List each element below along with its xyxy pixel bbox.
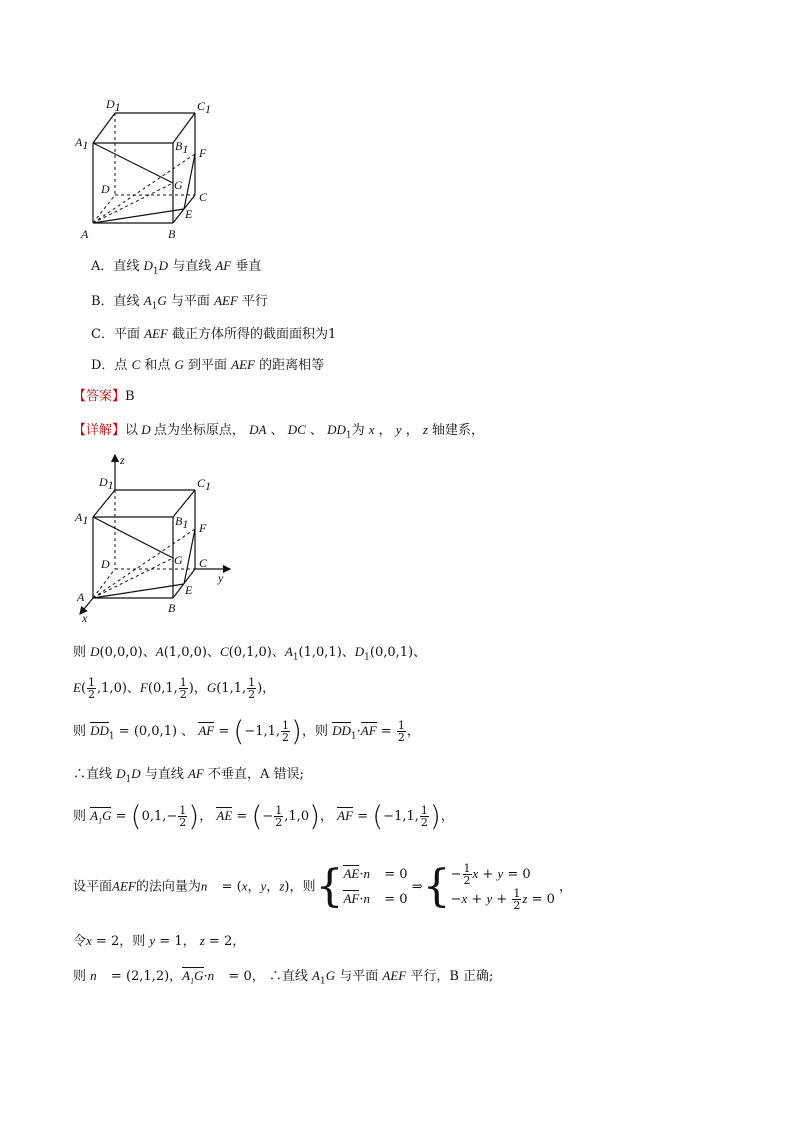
option-c: C．平面 AEF 截正方体所得的截面面积为1 [91, 326, 337, 342]
label-C1: C1 [197, 99, 212, 116]
svg-text:B: B [168, 601, 176, 615]
conclusion-b: 则 n⃗ = (2,1,2)，$A_1G\cdot n⃗ = 0$， ∴直线 $A_1G$ 与平面 AEF 平行，B 正确; [73, 968, 494, 987]
svg-text:B1: B1 [175, 514, 189, 531]
svg-text:F: F [199, 521, 207, 535]
explain-tag: 【详解】 [73, 423, 126, 438]
svg-text:A1: A1 [75, 510, 89, 527]
label-G: G [174, 178, 183, 192]
segment-A1G [93, 143, 173, 183]
svg-text:E: E [185, 583, 193, 597]
conclusion-a: ∴直线 $D_1D$ 与直线 AF 不垂直，A 错误; [73, 766, 304, 785]
svg-text:D: D [101, 557, 110, 571]
cube-figure-2 [70, 450, 240, 625]
label-B: B [168, 227, 176, 241]
segment-EF [184, 154, 195, 209]
vectors-line-1: 则 $DD_1 = (0,0,1)$ 、 AF = (−1,1, $\frac{1}{2}$ )，则 $DD_1\cdot AF$ = $\frac{1}{2}$ ， [73, 714, 420, 748]
axis-label-z: z [120, 453, 125, 467]
segment-AE [93, 209, 184, 223]
label-A: A [81, 227, 89, 241]
label-A1: A1 [75, 135, 89, 152]
label-E: E [185, 207, 193, 221]
svg-text:G: G [174, 553, 183, 567]
coords-line-1: 则 D(0,0,0)、A(1,0,0)、C(0,1,0)、$A_1(1,0,1)$、$D_1(0,0,1)$、 [73, 644, 427, 663]
normal-line: 设平面AEF的法向量为n⃗ = (x，y，z)，则{ AE·n⃗ = 0 AF·n⃗ = 0 ⇒{ − $\frac{1}{2}$ x + y = 0 −x + y + $\frac{1}{2}$ z = 0 ， [73, 861, 573, 912]
answer-line [73, 388, 135, 406]
hidden-edge-AD [93, 195, 115, 223]
let-line: 令x = 2，则 y = 1， z = 2， [73, 933, 246, 949]
axis-label-x: x [82, 611, 88, 625]
label-F: F [199, 146, 207, 160]
explain-line: 【详解】以 D 点为坐标原点， DA 、 DC 、 $DD_1$为 x ， y ， z 轴建系， [73, 422, 485, 441]
label-D1: D1 [106, 97, 121, 114]
svg-text:C1: C1 [197, 476, 212, 493]
cube-figure-1 [70, 94, 230, 244]
label-D: D [101, 182, 110, 196]
svg-text:A: A [77, 590, 85, 604]
svg-text:C: C [199, 556, 208, 570]
label-B1: B1 [175, 139, 189, 156]
answer-tag: 【答案】 [73, 389, 126, 404]
coords-line-2: E( $\frac{1}{2}$ ,1,0)、F(0,1, $\frac{1}{2}$ )，G(1,1, $\frac{1}{2}$ )， [73, 676, 276, 701]
svg-text:D1: D1 [99, 475, 114, 492]
label-C: C [199, 190, 208, 204]
option-a: A．直线 $D_1D$ 与直线 AF 垂直 [91, 258, 262, 277]
vectors-line-2: 则 $A_1G = (0,1,-$ $\frac{1}{2}$ )， AE = (− $\frac{1}{2}$ ,1,0)， AF = (−1,1, $\frac{1}{2}$ )， [73, 799, 454, 833]
edge-A1D1 [93, 113, 115, 143]
option-b: B．直线 $A_1G$ 与平面 AEF 平行 [91, 293, 269, 312]
answer-value: B [125, 389, 135, 404]
option-d: D．点 C 和点 G 到平面 AEF 的距离相等 [91, 357, 325, 373]
axis-label-y: y [218, 571, 224, 585]
